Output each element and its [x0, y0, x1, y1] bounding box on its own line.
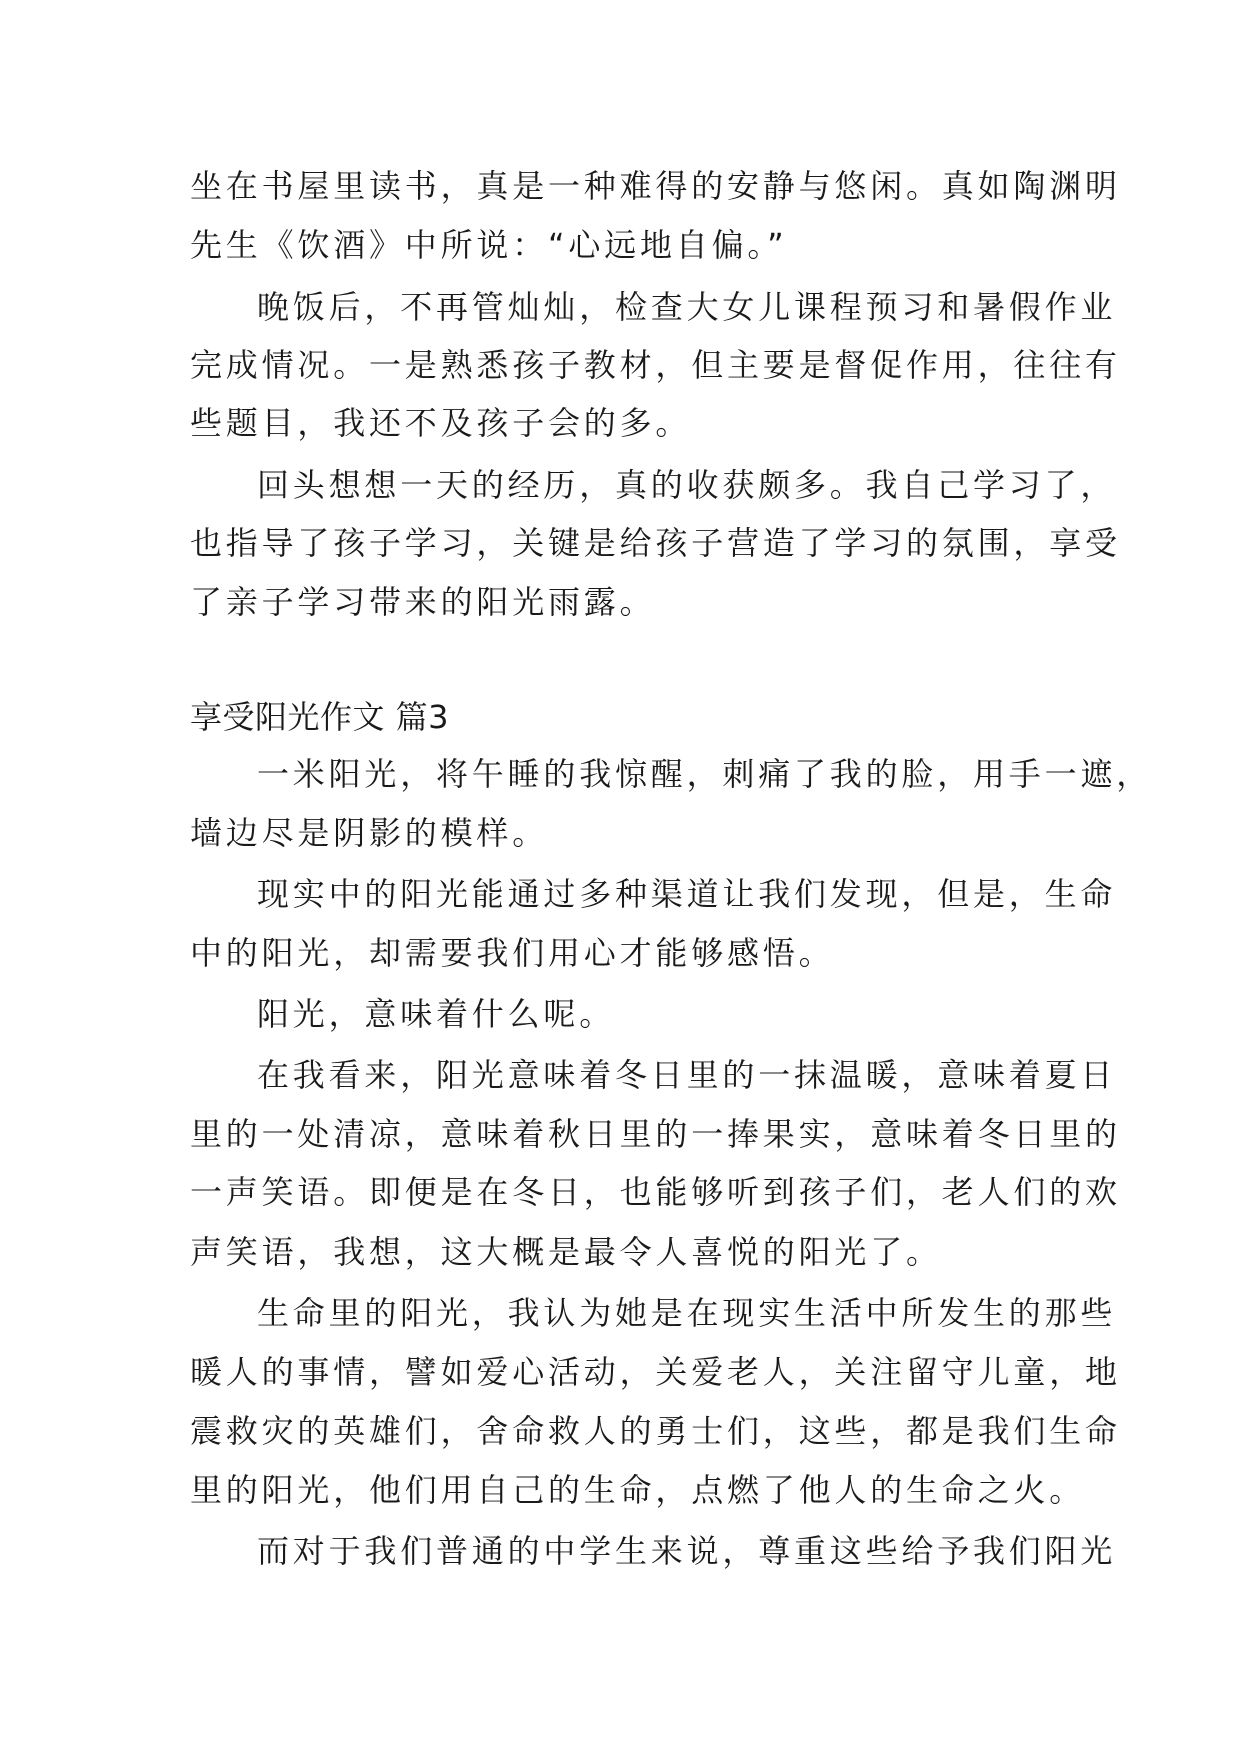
- text-line: 先生《饮酒》中所说：“心远地自偏。”: [190, 226, 788, 264]
- paragraph-start-line: 现实中的阳光能通过多种渠道让我们发现，但是，生命: [257, 875, 1117, 913]
- text-line: 坐在书屋里读书，真是一种难得的安静与悠闲。真如陶渊明: [190, 167, 1121, 205]
- paragraph-start-line: 而对于我们普通的中学生来说，尊重这些给予我们阳光: [257, 1532, 1117, 1570]
- text-line: 里的阳光，他们用自己的生命，点燃了他人的生命之火。: [190, 1471, 1086, 1509]
- text-line: 暖人的事情，譬如爱心活动，关爱老人，关注留守儿童，地: [190, 1353, 1121, 1391]
- paragraph-start-line: 回头想想一天的经历，真的收获颇多。我自己学习了，: [257, 466, 1117, 504]
- text-line: 一声笑语。即便是在冬日，也能够听到孩子们，老人们的欢: [190, 1173, 1121, 1211]
- paragraph-start-line: 晚饭后，不再管灿灿，检查大女儿课程预习和暑假作业: [257, 288, 1117, 326]
- paragraph-start-line: 在我看来，阳光意味着冬日里的一抹温暖，意味着夏日: [257, 1056, 1117, 1094]
- text-line: 里的一处清凉，意味着秋日里的一捧果实，意味着冬日里的: [190, 1115, 1121, 1153]
- section-heading: 享受阳光作文 篇3: [190, 698, 450, 736]
- text-line: 震救灾的英雄们，舍命救人的勇士们，这些，都是我们生命: [190, 1412, 1121, 1450]
- text-line: 也指导了孩子学习，关键是给孩子营造了学习的氛围，享受: [190, 524, 1121, 562]
- text-line: 完成情况。一是熟悉孩子教材，但主要是督促作用，往往有: [190, 346, 1121, 384]
- text-line: 了亲子学习带来的阳光雨露。: [190, 583, 656, 621]
- text-line: 墙边尽是阴影的模样。: [190, 814, 549, 852]
- text-line: 些题目，我还不及孩子会的多。: [190, 404, 692, 442]
- text-line: 中的阳光，却需要我们用心才能够感悟。: [190, 934, 835, 972]
- paragraph-start-line: 一米阳光，将午睡的我惊醒，刺痛了我的脸，用手一遮，: [257, 755, 1153, 793]
- text-line: 声笑语，我想，这大概是最令人喜悦的阳光了。: [190, 1233, 942, 1271]
- paragraph-start-line: 生命里的阳光，我认为她是在现实生活中所发生的那些: [257, 1294, 1117, 1332]
- paragraph-start-line: 阳光，意味着什么呢。: [257, 995, 616, 1033]
